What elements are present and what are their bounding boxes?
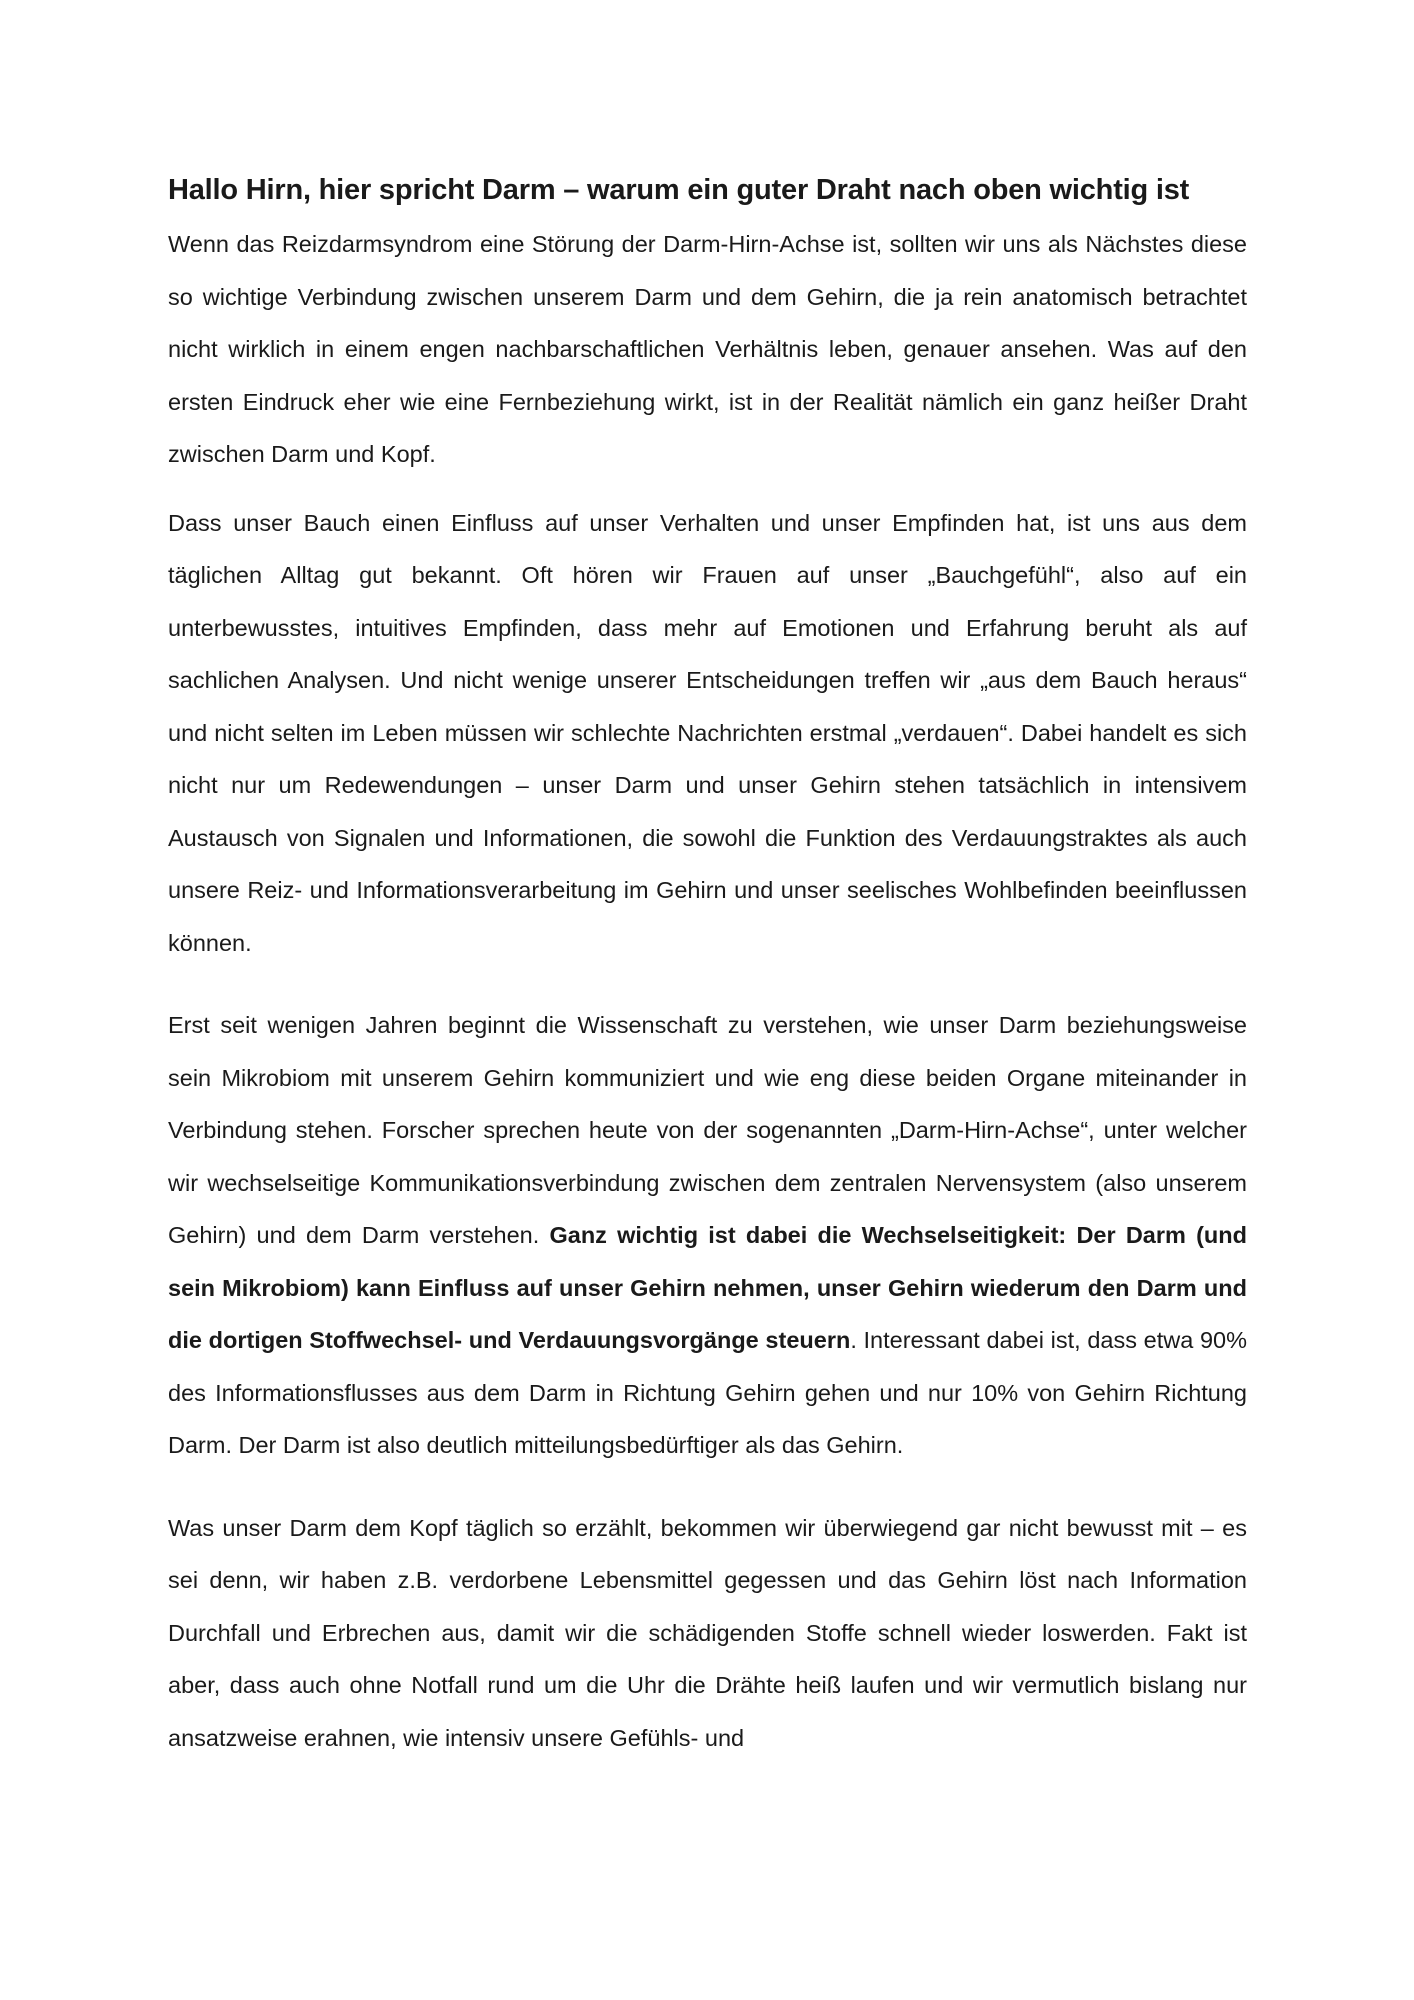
document-title: Hallo Hirn, hier spricht Darm – warum ein guter Draht nach oben wichtig ist <box>168 174 1190 206</box>
paragraph-2: Dass unser Bauch einen Einfluss auf unser Verhalten und unser Empfinden hat, ist uns aus dem täglichen Alltag gut bekannt. Oft hören wir Frauen auf unser „Bauchgefühl“, also auf ein unterbewusstes, intuitives Empfinden, dass mehr auf Emotionen und Erfahrung beruht als auf sachlichen Analysen. Und nicht wenige unserer Entscheidungen treffen wir „aus dem Bauch heraus“ und nicht selten im Leben müssen wir schlechte Nachrichten erstmal „verdauen“. Dabei handelt es sich nicht nur um Redewendungen – unser Darm und unser Gehirn stehen tatsächlich in intensivem Austausch von Signalen und Informationen, die sowohl die Funktion des Verdauungstraktes als auch unsere Reiz- und Informationsverarbeitung im Gehirn und unser seelisches Wohlbefinden beeinflussen können. <box>168 509 1247 956</box>
paragraph-3-bold-emphasis: Ganz wichtig ist dabei die Wechselseitigkeit: Der Darm (und sein Mikrobiom) kann Einfluss auf unser Gehirn nehmen, unser Gehirn wiederum den Darm und die dortigen Stoffwechsel- und Verdauungsvorgänge steuern <box>168 1222 1247 1353</box>
paragraph-1: Wenn das Reizdarmsyndrom eine Störung der Darm-Hirn-Achse ist, sollten wir uns als Nächstes diese so wichtige Verbindung zwischen unserem Darm und dem Gehirn, die ja rein anatomisch betrachtet nicht wirklich in einem engen nachbarschaftlichen Verhältnis leben, genauer ansehen. Was auf den ersten Eindruck eher wie eine Fernbeziehung wirkt, ist in der Realität nämlich ein ganz heißer Draht zwischen Darm und Kopf. <box>168 231 1247 467</box>
paragraph-3 <box>168 999 1247 1472</box>
paragraph-3-text-end: . Interessant dabei ist, dass etwa 90% des Informationsflusses aus dem Darm in Richtung Gehirn gehen und nur 10% von Gehirn Richtung Darm. Der Darm ist also deutlich mitteilungsbedürftiger als das Gehirn. <box>168 1327 1248 1458</box>
paragraph-3-text-start: Erst seit wenigen Jahren beginnt die Wissenschaft zu verstehen, wie unser Darm beziehungsweise sein Mikrobiom mit unserem Gehirn kommuniziert und wie eng diese beiden Organe miteinander in Verbindung stehen. Forscher sprechen heute von der sogenannten „Darm-Hirn-Achse“, unter welcher wir wechselseitige Kommunikationsverbindung zwischen dem zentralen Nervensystem (also unserem Gehirn) und dem Darm verstehen. <box>168 1012 1247 1248</box>
document-body <box>168 170 1247 1764</box>
paragraph-4: Was unser Darm dem Kopf täglich so erzählt, bekommen wir überwiegend gar nicht bewusst mit – es sei denn, wir haben z.B. verdorbene Lebensmittel gegessen und das Gehirn löst nach Information Durchfall und Erbrechen aus, damit wir die schädigenden Stoffe schnell wieder loswerden. Fakt ist aber, dass auch ohne Notfall rund um die Uhr die Drähte heiß laufen und wir vermutlich bislang nur ansatzweise erahnen, wie intensiv unsere Gefühls- und <box>168 1514 1247 1751</box>
